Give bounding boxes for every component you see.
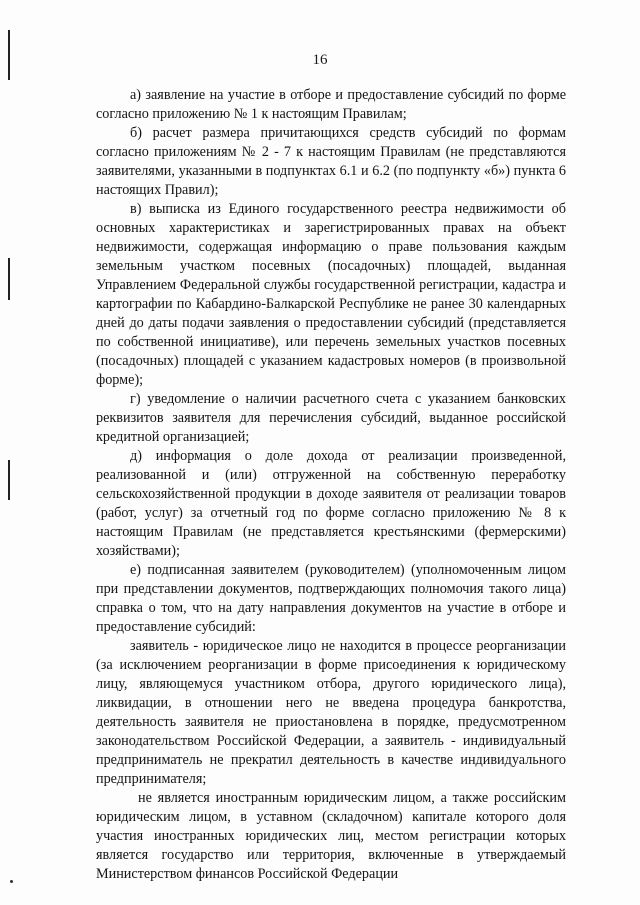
paragraph-foreign-entity: не является иностранным юридическим лицом, а также российским юридическим лицом, в уставном (складочном) капитале которого доля участия иностранных юридических лиц, местом регистрации которых является государство или территория, включенные в утверждаемый Министерством финансов Российской Федерации xyxy=(96,790,566,882)
scan-margin-mark xyxy=(8,460,10,500)
scan-margin-mark xyxy=(8,258,10,300)
page-number: 16 xyxy=(312,52,328,68)
scan-margin-mark xyxy=(8,30,10,80)
paragraph-b: б) расчет размера причитающихся средств субсидий по формам согласно приложениям № 2 - 7 к настоящим Правилам (не представляются заявителями, указанными в подпунктах 6.1 и 6.2 (по подпункту «б») пункта 6 настоящих Правил); xyxy=(96,125,566,198)
paragraph-g: г) уведомление о наличии расчетного счета с указанием банковских реквизитов заявителя для перечисления субсидий, выданное российской кредитной организацией; xyxy=(96,391,566,445)
paragraph-d: д) информация о доле дохода от реализации произведенной, реализованной и (или) отгруженной на собственную переработку сельскохозяйственной продукции в доходе заявителя от реализации товаров (работ, услуг) за отчетный год по форме согласно приложению № 8 к настоящим Правилам (не представляется крестьянскими (фермерскими) хозяйствами); xyxy=(96,448,566,559)
document-body xyxy=(96,86,566,884)
paragraph-v: в) выписка из Единого государственного реестра недвижимости об основных характеристиках и зарегистрированных правах на объект недвижимости, содержащая информацию о праве пользования каждым земельным участком посевных (посадочных) площадей, выданная Управлением Федеральной службы государственной регистрации, кадастра и картографии по Кабардино-Балкарской Республике не ранее 30 календарных дней до даты подачи заявления о предоставлении субсидий (представляется по собственной инициативе), или перечень земельных участков посевных (посадочных) площадей с указанием кадастровых номеров (в произвольной форме); xyxy=(96,201,566,388)
paragraph-a: а) заявление на участие в отборе и предоставление субсидий по форме согласно приложению № 1 к настоящим Правилам; xyxy=(96,87,566,122)
paragraph-e: е) подписанная заявителем (руководителем) (уполномоченным лицом при представлении документов, подтверждающих полномочия такого лица) справка о том, что на дату направления документов на участие в отборе и предоставление субсидий: xyxy=(96,562,566,635)
paragraph-reorganization: заявитель - юридическое лицо не находится в процессе реорганизации (за исключением реорганизации в форме присоединения к юридическому лицу, являющемуся участником отбора, другого юридического лица), ликвидации, в отношении него не введена процедура банкротства, деятельность заявителя не приостановлена в порядке, предусмотренном законодательством Российской Федерации, а заявитель - индивидуальный предприниматель не прекратил деятельность в качестве индивидуального предпринимателя; xyxy=(96,638,566,787)
scan-speck xyxy=(10,880,13,883)
